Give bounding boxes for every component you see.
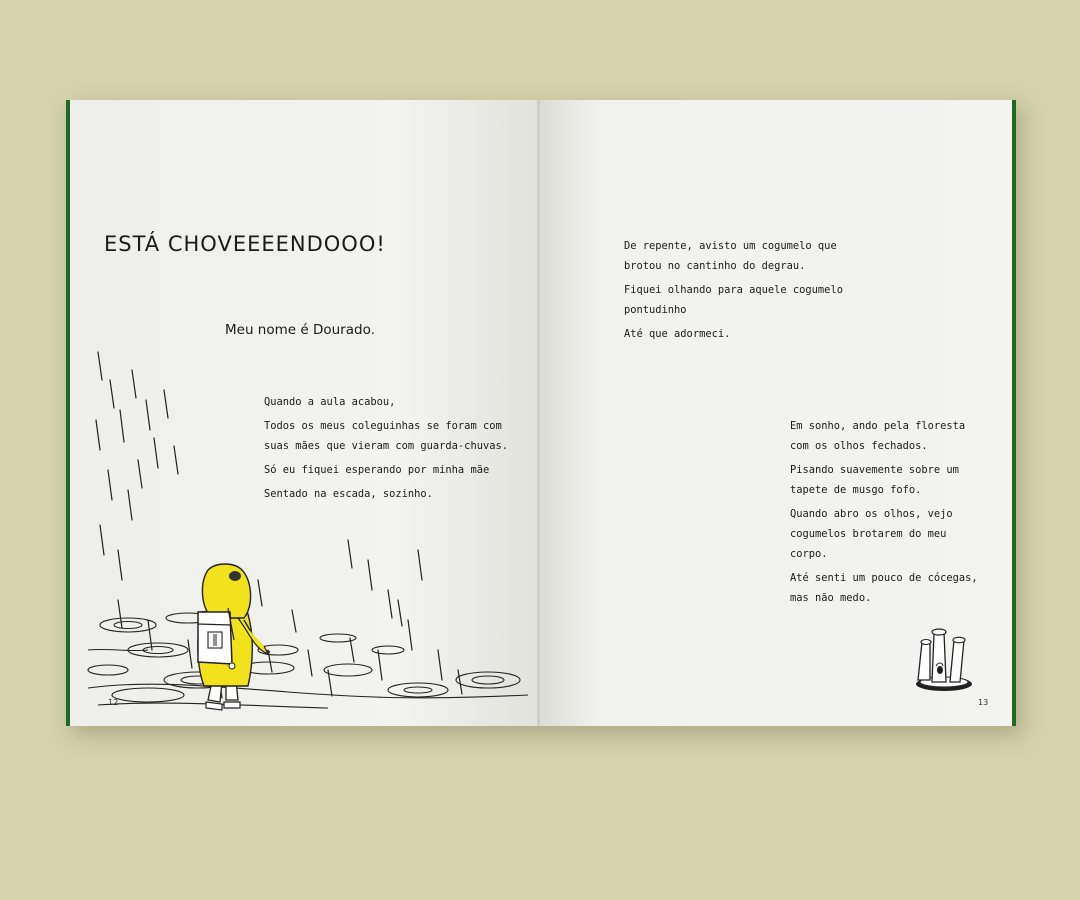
story-paragraph: Até senti um pouco de cócegas, mas não medo.: [790, 572, 978, 604]
story-paragraph: Quando a aula acabou,: [264, 396, 396, 408]
mushroom-illustration: [912, 604, 976, 696]
story-paragraph: Pisando suavemente sobre um tapete de musgo fofo.: [790, 464, 959, 496]
story-text-right-bottom: [790, 416, 990, 612]
story-paragraph: De repente, avisto um cogumelo que brotou no cantinho do degrau.: [624, 240, 837, 272]
story-paragraph: Sentado na escada, sozinho.: [264, 488, 433, 500]
left-page: [70, 100, 538, 726]
story-text-right-top: [624, 236, 844, 348]
story-paragraph: Quando abro os olhos, vejo cogumelos brotarem do meu corpo.: [790, 508, 953, 560]
story-paragraph: Todos os meus coleguinhas se foram com suas mães que vieram com guarda-chuvas.: [264, 420, 508, 452]
page-title: ESTÁ CHOVEEEENDOOO!: [104, 232, 386, 256]
right-page: [540, 100, 1012, 726]
story-paragraph: Só eu fiquei esperando por minha mãe: [264, 464, 490, 476]
story-paragraph: Em sonho, ando pela floresta com os olhos fechados.: [790, 420, 966, 452]
story-paragraph: Até que adormeci.: [624, 328, 731, 340]
story-text-left: [264, 392, 524, 508]
story-paragraph: Fiquei olhando para aquele cogumelo pontudinho: [624, 284, 843, 316]
page-number: 12: [108, 698, 119, 707]
page-number: 13: [978, 698, 989, 707]
intro-line: Meu nome é Dourado.: [225, 322, 375, 338]
